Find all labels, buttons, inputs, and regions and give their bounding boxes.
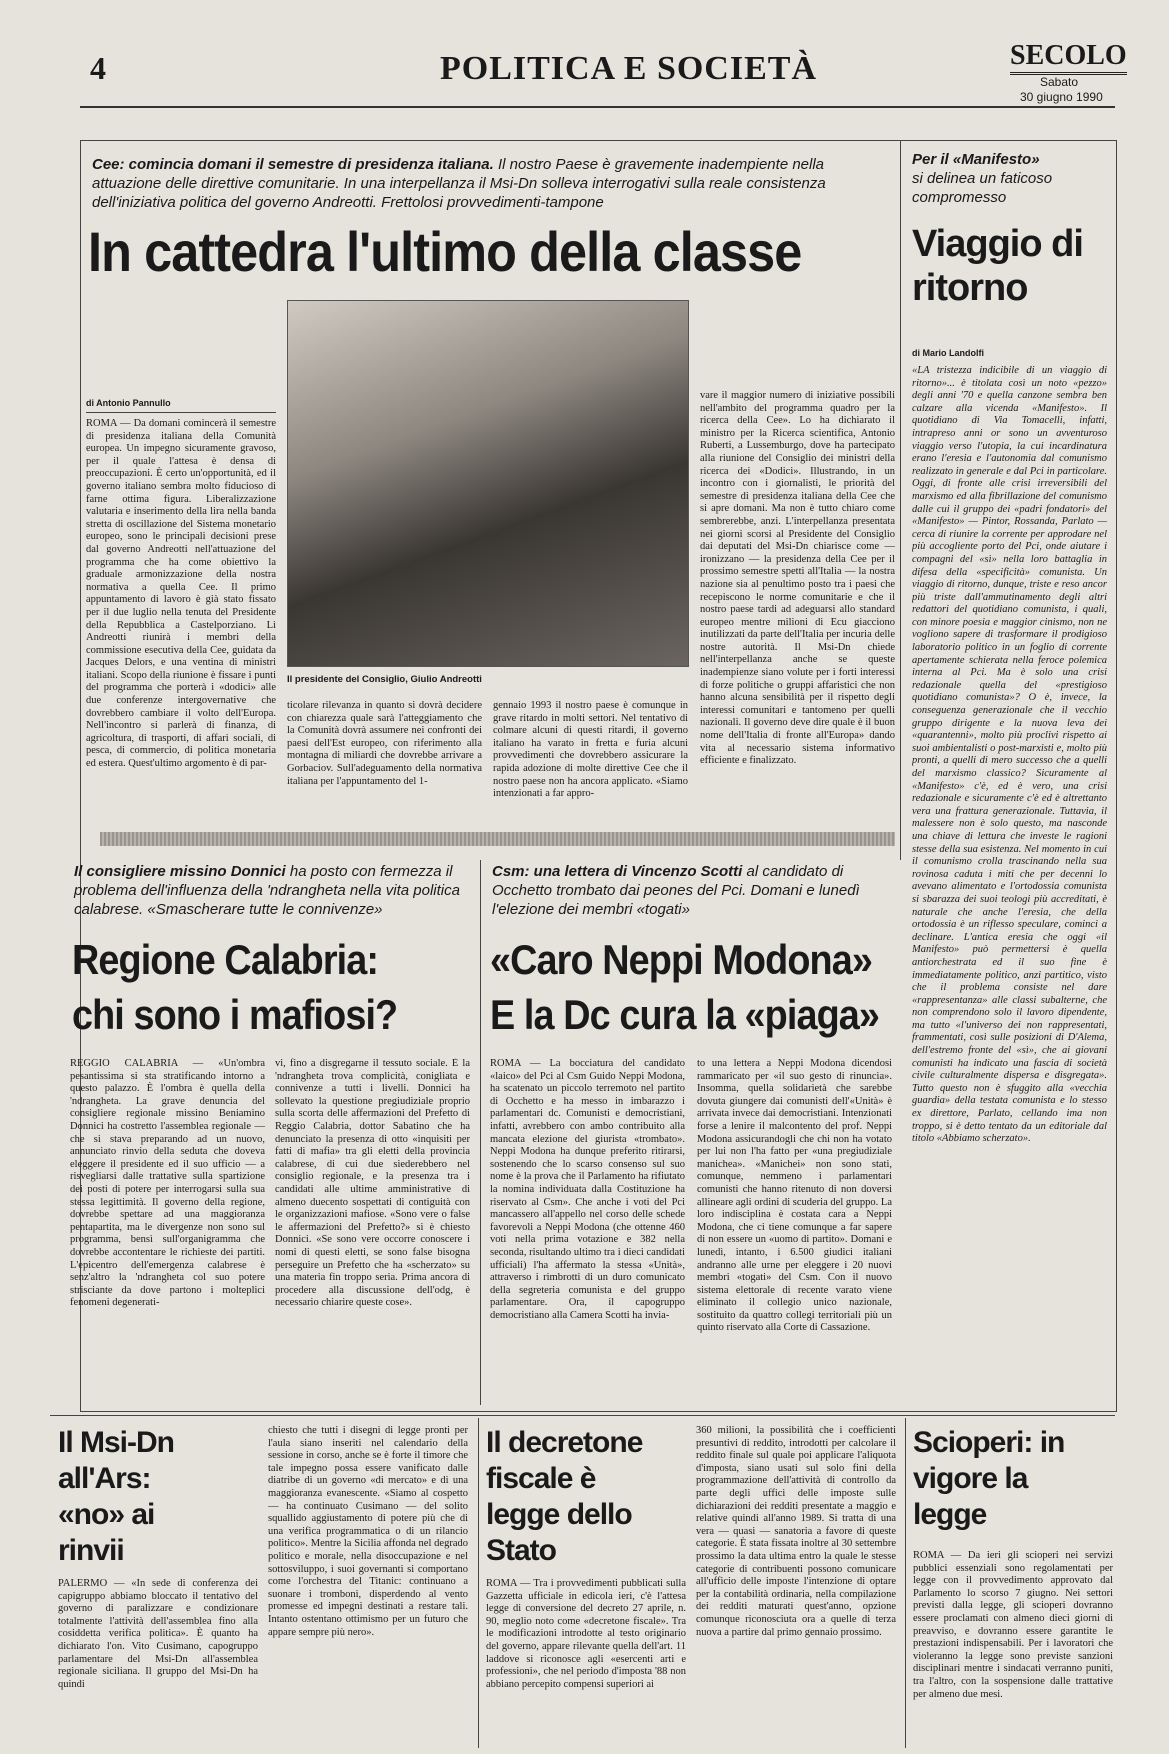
masthead-logo: SECOLO (1010, 40, 1127, 75)
andreotti-photo (287, 300, 689, 667)
calabria-kicker-text: ha posto con fermezza il problema dell'influenza della 'ndrangheta nella vita politica calabrese. «Smascherare tutte le connivenze» (74, 863, 460, 918)
scioperi-headline: Scioperi: in vigore la legge (913, 1426, 1065, 1531)
calabria-kicker-bold: Il consigliere missino Donnici (74, 863, 286, 880)
top-story-col-4: vare il maggior numero di iniziative possibili nell'ambito del programma quadro per la ricerca della Cee». Lo ha dichiarato il ministro per la Ricerca scientifica, Antonio Ruberti, a Lussemburgo, dove ha partecipato alla riunione del Consiglio dei ministri della ricerca dei «Dodici». Illustrando, in un incontro con i giornalisti, le priorità del semestre di presidenza italiana della Cee che si apre domani. Ma non è tutto chiaro come sembrerebbe, anzi. L'interpellanza presentata nei giorni scorsi al Presidente del Consiglio dai deputati del Msi-Dn chiarisce come — ironizzano — la presidenza della Cee per il prossimo semestre spetti all'Italia — la nostra nazione sia al penultimo posto tra i paesi che recepiscono le norme comunitarie e che il nostro paese tardi ad adeguarsi allo standard europeo mentre milioni di Ecu giacciono inutilizzati da parte dell'Italia per incuria delle nostre autorità. Il Msi-Dn chiede nell'interpellanza anche se queste inadempienze siano volute per i forti interessi di forze politiche o gruppi affaristici che non hanno alcuna sensibilità per il rispetto degli interessi comunitari e tantomeno per quelli nazionali. Il governo deve dire quale è il buon nome dell'Italia di fronte all'Europa» dando vita al necessario sistema informativo efficiente e finalizzato. (700, 390, 895, 767)
sidebar-kicker (912, 150, 1107, 207)
neppi-kicker (492, 862, 892, 919)
top-story-kicker-bold: Cee: comincia domani il semestre di presidenza italiana. (92, 156, 494, 173)
decretone-col-1: ROMA — Tra i provvedimenti pubblicati sulla Gazzetta ufficiale in edicola ieri, c'è l'attesa legge di conversione del decreto 27 aprile, n. 90, meglio noto come «decretone fiscale». Tra le modificazioni introdotte al testo originario del governo, appare rilevante quella dell'art. 11 laddove si riconosce agli «esercenti arti e professioni», che nel periodo d'imposta '88 non abbiano percepito compensi superiori ai (486, 1578, 686, 1690)
section-title: POLITICA E SOCIETÀ (440, 50, 817, 87)
sidebar-divider (900, 140, 901, 860)
photo-caption: Il presidente del Consiglio, Giulio Andreotti (287, 674, 482, 685)
msi-ars-col-1: PALERMO — «In sede di conferenza dei capigruppo abbiamo bloccato il tentativo del governo di paralizzare e condizionare totalmente l'attività dell'assemblea fino alla cosiddetta verifica politica». È quanto ha dichiarato l'on. Vito Cusimano, capogruppo parlamentare del Msi-Dn all'assemblea regionale siciliana. Il gruppo del Msi-Dn ha quindi (58, 1578, 258, 1690)
top-story-byline: di Antonio Pannullo (86, 398, 171, 408)
decretone-col-2: 360 milioni, la possibilità che i coefficienti presuntivi di reddito, introdotti per calcolare il reddito finale sul quale poi applicare l'aliquota d'imposta, siano usati sul solo fini della programmazione dell'attività di controllo da parte degli uffici delle imposte sulle dichiarazioni dei redditi presentate a maggio e relative quindi all'anno 1989. Si tratta di una vera — quasi — sanatoria a favore di queste categorie. È stata fissata inoltre al 30 settembre prossimo la data ultima entro la quale le stesse categorie di contribuenti possono comunicare all'ufficio delle imposte l'intenzione di optare per la contabilità ordinaria, nella compilazione dei redditi maturati quest'anno, opzione comunque riconosciuta ora a quelle di terza nuova a partire dal primo gennaio prossimo. (696, 1425, 896, 1638)
bottom-divider-1 (478, 1418, 479, 1748)
top-story-col-1: ROMA — Da domani comincerà il semestre di presidenza italiana della Comunità europea. Un impegno sicuramente gravoso, per il quale l'attesa è densa di preoccupazioni. È certo un'opportunità, ed il governo italiano sembra molto fiducioso di farne ottima figura. Liberalizzazione valutaria e inserimento della lira nella banda stretta di oscillazione del Sistema monetario europeo, sono le principali decisioni prese dal governo Andreotti nell'attuazione del programma che ha come obiettivo la graduale armonizzazione della nostra normativa a quella Cee. Il primo appuntamento di lavoro è già stato fissato per il due luglio nella tenuta del Presidente della Repubblica a Castelporziano. Lì Andreotti riunirà i membri della commissione esecutiva della Cee, guidata da Jacques Delors, e una ventina di ministri italiani. Scopo della riunione è fissare i punti del programma che porterà i «dodici» alle due conferenze intergovernative che dovrebbero cambiare il volto dell'Europa. Nell'incontro si parlerà di finanza, di agricoltura, di trasporti, di affari sociali, di pesca, di commercio, di politica monetaria ed estera. Quest'ultimo argomento è di par- (86, 418, 276, 770)
page-number: 4 (90, 50, 106, 86)
msi-ars-headline: Il Msi-Dn all'Ars: «no» ai rinvii (58, 1426, 174, 1567)
calabria-col-1: REGGIO CALABRIA — «Un'ombra pesantissima si sta stratificando intorno a questo palazzo. È l'ombra è quella della 'ndrangheta. La grave denuncia del consigliere regionale missino Beniamino Donnici ha costretto l'assemblea regionale — che si stava preparando ad un nuovo, annunciato rinvio della seduta che doveva eleggere il presidente ed il suo ufficio — a risvegliarsi dalle trattative sulla spartizione dei posti di potere per interrogarsi sulla sua stessa legittimità. Il governo della regione, dovrebbe spettare ad una maggioranza pentapartita, ma le divergenze non sono sul programma, bensì sull'organigramma che dovrebbe accontentare le richieste dei partiti. L'epicentro dell'emergenza calabrese è senz'altro la 'ndrangheta col suo potere strisciante da dove partono i molteplici fenomeni degenerati- (70, 1058, 265, 1309)
calabria-headline-line-2: chi sono i mafiosi? (72, 991, 398, 1038)
sidebar-byline: di Mario Landolfi (912, 348, 984, 358)
top-story-col-3: gennaio 1993 il nostro paese è comunque in grave ritardo in molti settori. Nel tentativo di colmare alcuni di questi ritardi, il governo italiano ha varato in fretta e furia alcuni provvedimenti che dovrebbero assicurare la rapida adozione di molte direttive Cee che il nostro paese non ha ancora applicato. «Siamo intenzionati a far appro- (493, 700, 688, 800)
neppi-headline-line-1: «Caro Neppi Modona» (490, 936, 872, 983)
scioperi-col-1: ROMA — Da ieri gli scioperi nei servizi pubblici essenziali sono regolamentati per legge con il provvedimento approvato dal Parlamento lo scorso 7 giugno. Nei settori previsti dalla legge, gli scioperi dovranno essere proclamati con almeno dieci giorni di preavviso, e dovranno essere garantite le prestazioni indispensabili. Per i lavoratori che violeranno la legge sono previste sanzioni disciplinari mentre i sindacati verranno puniti, tra l'altro, con la sospensione dalle trattative per almeno due mesi. (913, 1550, 1113, 1700)
sidebar-kicker-bold: Per il «Manifesto» (912, 151, 1040, 168)
sidebar-body: «LA tristezza indicibile di un viaggio di ritorno»... è titolata così un noto «pezzo» degli anni '70 e quella canzone sembra ben calzare alla vicenda «Manifesto». Il quotidiano di Via Tomacelli, infatti, intrapreso anni or sono un avventuroso viaggio verso l'utopia, la cui incardinatura erano l'eresia e l'autonomia dal comunismo realizzato in generale e dal Pci in particolare. Oggi, di fronte alle crisi irreversibili del marxismo ed alla fibrillazione del comunismo dalle cui il gruppo dei «padri fondatori» del «Manifesto» — Pintor, Rossanda, Parlato — cerca di riunire la corrente per approdare nel più accogliente porto del Pci, onde aiutare i compagni del «sì» nella loro battaglia in difesa della «specificità» comunista. Un viaggio di ritorno, dunque, triste e reso ancor più triste dall'ammutinamento degli altri redattori del quotidiano comunista, i quali, con minore poesia e maggior cinismo, non ne vogliono sapere di trasformare il prodigioso laboratorio politico in un foglio di corrente apertamente schierata nella feroce polemica interna al Pci. Ma è solo una crisi redazionale quella del «prestigioso quotidiano comunista»? O è, invece, la conseguenza generazionale che il vecchio gruppo dirigente e la nuova leva dei «quarantenni», molto più proclivi rispetto ai suoi ambientalisti o post-marxisti e, molto più pronti, a quelli di mero successo che a quelli del marxismo classico? Sicuramente al «Manifesto» c'è, ed è vero, una crisi redazionale e sicuramente c'è ed è altrettanto vera una frattura generazionale. Tuttavia, il malessere non è solo questo, ma nasconde una chiave di lettura che investe le ragioni stesse della sua esistenza. Nel momento in cui il comunismo crolla trascinando nella sua rovinosa caduta i miti che per decenni lo avevano alimentato e l'ortodossia comunista si sbarazza dei suoi teologi più accreditati, è naturale che anche l'eresia, che della ortodossia è un riflesso speculare, cominci a declinare. L'antica eresia che oggi «il Manifesto» può permettersi è quella antiorchestrata ed il suo fine è immediatamente politico, anzi partitico, visto che il problema consiste nel dare «rappresentanza» alle classi subalterne, che non comprendono solo il lavoro dipendente, ma tutto «l'universo dei non rappresentati, frammentati, così sulle posizioni di D'Alema, dell'estremo fronte del «sì», che ai giovani comunisti ha indicato una fascia di società civile culturalmente dispersa e disgregata». Tutto questo non è sfuggito alla «vecchia guardia» della testata comunista e lo stesso ex direttore, Parlato, cellando ima non troppo, si è detto tentato da un editoriale dal titolo «Abbiamo scherzato». (912, 365, 1107, 1145)
decretone-headline: Il decretone fiscale è legge dello Stato (486, 1426, 643, 1567)
top-story-kicker-text: Il nostro Paese è gravemente inadempiente nella attuazione delle direttive comunitarie. In una interpellanza il Msi-Dn solleva interrogativi sulla reale consistenza dell'iniziativa politica del governo Andreotti. Frettolosi provvedimenti-tampone (92, 156, 826, 211)
bottom-divider-2 (905, 1418, 906, 1748)
calabria-headline-line-1: Regione Calabria: (72, 936, 379, 983)
top-story-kicker (92, 155, 882, 212)
neppi-kicker-bold: Csm: una lettera di Vincenzo Scotti (492, 863, 743, 880)
header-day: Sabato (1040, 75, 1079, 89)
section-divider-band (100, 832, 895, 846)
neppi-headline-line-2: E la Dc cura la «piaga» (490, 991, 880, 1038)
sidebar-kicker-text: si delinea un faticoso compromesso (912, 170, 1053, 206)
sidebar-headline: Viaggio di ritorno (912, 223, 1083, 309)
neppi-kicker-text: al candidato di Occhetto trombato dai peones del Pci. Domani e lunedì l'elezione dei membri «togati» (492, 863, 860, 918)
calabria-col-2: vi, fino a disgregarne il tessuto sociale. È la 'ndrangheta trova complicità, conigliata e connivenze a tutti i livelli. Donnici ha sollevato la questione pregiudiziale proprio sulla scorta delle affermazioni del Prefetto di Reggio Calabria, dottor Sabatino che ha denunciato la presenza di otto «inquisiti per fatti di mafia» tra gli eletti della provincia calabrese, di cui due siederebbero nel consiglio regionale, e la presenza tra i candidati alle ultime amministrative di almeno duecento sospettati di contiguità con le organizzazioni mafiose. «Sono vere o false le affermazioni del Prefetto?» si è chiesto Donnici. «Se sono vere occorre conoscere i nomi di questi eletti, se sono false bisogna perseguire un Prefetto che ha «scherzato» su una materia fin troppo seria. Prima ancora di procedere alla discussione dell'odg, è necessario chiarire queste cose». (275, 1058, 470, 1309)
top-story-col-2: ticolare rilevanza in quanto si dovrà decidere con chiarezza quale sarà l'atteggiamento che la Comunità dovrà assumere nei confronti dei paesi dell'Est europeo, con riferimento alla montagna di miliardi che dovrebbe arrivare a Gorbaciov. Sull'adeguamento della normativa italiana per l'appuntamento del 1- (287, 700, 482, 787)
column-divider (480, 860, 481, 1405)
header-date: 30 giugno 1990 (1020, 90, 1103, 104)
header-rule (80, 106, 1115, 108)
bottom-row-rule (50, 1415, 1115, 1416)
byline-rule (86, 412, 276, 413)
neppi-col-2: to una lettera a Neppi Modona dicendosi rammaricato per «il suo gesto di rinuncia». Insomma, quella solidarietà che sarebbe dovuta giungere dai comunisti dell'«Unità» è arrivata invece dai democristiani. Intenzionati forse a lenire il malcontento del prof. Neppi Modona assicurandogli che chi non ha votato per lui non l'ha fatto per «una pregiudiziale manichea». «Manichei» non sono stati, comunque, nemmeno i parlamentari comunisti che hanno ritenuto di non doversi allineare agli ordini di scuderia del gruppo. La loro indisciplina è costata cara a Neppi Modona, che ci tiene comunque a far sapere di non essere un «uomo di partito». Domani e lunedì, intanto, i 6.500 giudici italiani andranno alle urne per eleggere i 20 nuovi membri «togati» del Csm. Con il nuovo sistema elettorale di recente varato viene eliminato il collegio unico nazionale, sostituito da quattro collegi territoriali più un quinto riservato alla Corte di Cassazione. (697, 1058, 892, 1334)
msi-ars-col-2: chiesto che tutti i disegni di legge pronti per l'aula siano inseriti nel calendario della sessione in corso, anche se è forte il timore che tale impegno possa essere vanificato dalle diatribe di un governo «di mercato» e di una maggioranza evanescente. «Siamo al cospetto — ha continuato Cusimano — del solito squallido aggiustamento di potere più che di una verifica programmatica o di un rilancio politico». Mentre la Sicilia affonda nel degrado politico e morale, nella disoccupazione e nel sottosviluppo, i suoi governanti si comportano come l'orchestra del Titanic: continuano a suonare i tromboni, disperdendo al vento promesse ed impegni destinati a restare tali. Intanto ostentano ottimismo per un futuro che appare sempre più nero». (268, 1425, 468, 1638)
neppi-col-1: ROMA — La bocciatura del candidato «laico» del Pci al Csm Guido Neppi Modona, ha scatenato un piccolo terremoto nel partito di Occhetto e ha messo in imbarazzo i parlamentari dc. Comunisti e democristiani, infatti, avrebbero con ambo contribuito alla mancata elezione del giurista «trombato». Neppi Modona ha dunque preferito ritirarsi, sostenendo che lo scarso consenso sul suo nome è la prova che il Parlamento ha rifiutato la nomina individuata dalla Costituzione ha riservato al Csm». Che anche i voti del Pci mancassero all'appello nel corso delle schede favorevoli a Neppi Modona (che ottenne 460 voti nella prima votazione e 382 nella seconda, risultando ultimo tra i dieci candidati ufficiali) l'ha affermato la stessa «Unità», attraverso i rimbrotti di un duro comunicato della segreteria comunista e del gruppo parlamentare. Ora, il capogruppo democristiano alla Camera Scotti ha invia- (490, 1058, 685, 1321)
calabria-kicker (74, 862, 474, 919)
top-story-headline: In cattedra l'ultimo della classe (88, 220, 802, 283)
